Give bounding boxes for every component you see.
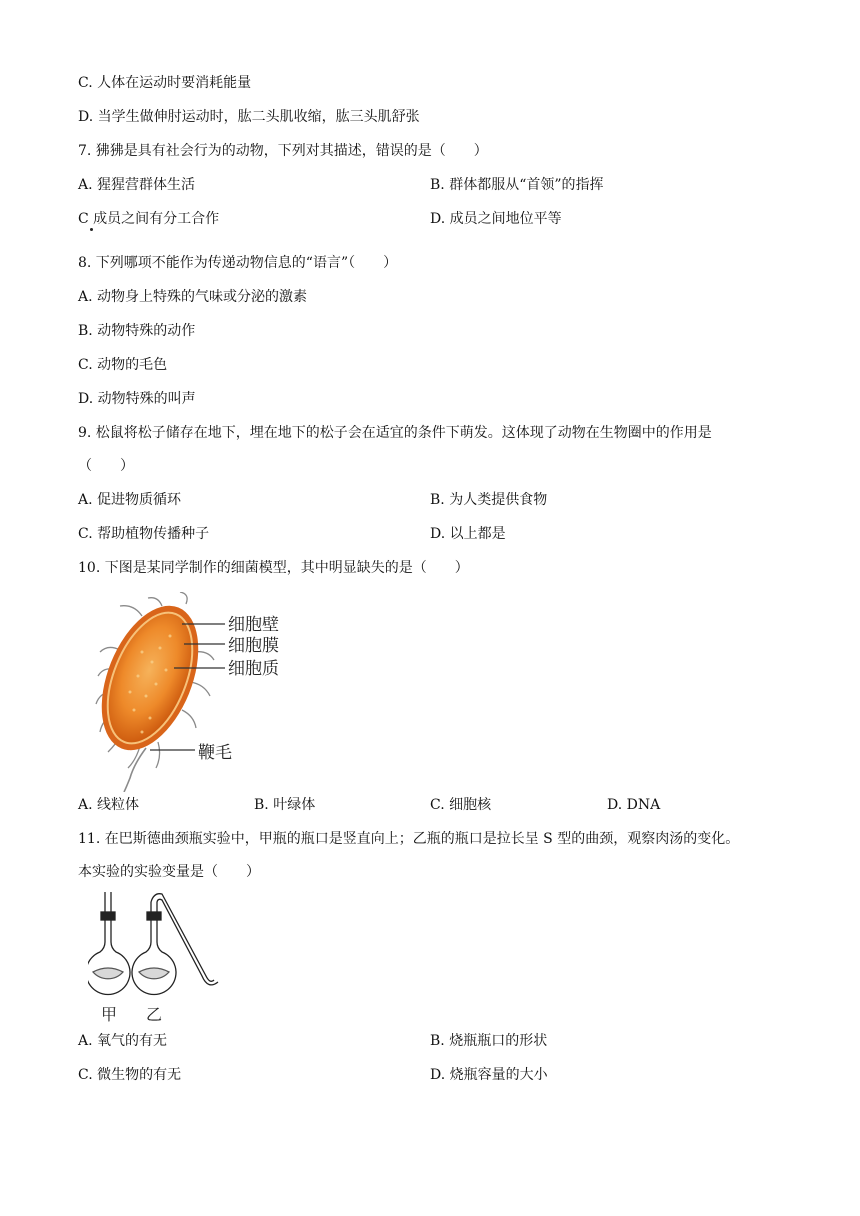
q11-option-b: B. 烧瓶瓶口的形状	[430, 1033, 548, 1049]
label-cytoplasm: 细胞质	[228, 659, 279, 679]
q11-stem: 11. 在巴斯德曲颈瓶实验中，甲瓶的瓶口是竖直向上；乙瓶的瓶口是拉长呈 S 型的曲颈，观察肉汤的变化。	[78, 831, 740, 847]
flagellum-strand	[124, 748, 146, 792]
label-cell-wall: 细胞壁	[228, 615, 279, 635]
q8-option-d: D. 动物特殊的叫声	[78, 391, 196, 407]
q9-stem: 9. 松鼠将松子储存在地下，埋在地下的松子会在适宜的条件下萌发。这体现了动物在生物圈中的作用是	[78, 425, 712, 441]
q10-option-a: A. 线粒体	[78, 797, 140, 813]
flask-experiment-figure	[88, 890, 228, 1025]
q7-option-a: A. 猩猩营群体生活	[78, 177, 196, 193]
q11-option-d: D. 烧瓶容量的大小	[430, 1067, 548, 1083]
q8-stem: 8. 下列哪项不能作为传递动物信息的“语言”（ ）	[78, 255, 398, 271]
q10-stem: 10. 下图是某同学制作的细菌模型，其中明显缺失的是（ ）	[78, 560, 469, 576]
label-cell-membrane: 细胞膜	[228, 636, 279, 656]
q8-option-b: B. 动物特殊的动作	[78, 323, 196, 339]
q7-option-d: D. 成员之间地位平等	[430, 211, 562, 227]
q9-option-a: A. 促进物质循环	[78, 492, 182, 508]
flask-yi	[132, 894, 218, 995]
q6-option-c: C. 人体在运动时要消耗能量	[78, 75, 252, 91]
q10-option-b: B. 叶绿体	[254, 797, 316, 813]
q7-option-b: B. 群体都服从“首领”的指挥	[430, 177, 604, 193]
q7-option-c: C 成员之间有分工合作	[78, 211, 220, 227]
q11-stem-cont: 本实验的实验变量是（ ）	[78, 864, 260, 880]
q11-option-c: C. 微生物的有无	[78, 1067, 182, 1083]
label-flagellum: 鞭毛	[198, 743, 232, 763]
q9-option-b: B. 为人类提供食物	[430, 492, 548, 508]
q6-option-d: D. 当学生做伸肘运动时，肱二头肌收缩，肱三头肌舒张	[78, 109, 420, 125]
q9-option-d: D. 以上都是	[430, 526, 506, 542]
q8-option-a: A. 动物身上特殊的气味或分泌的激素	[78, 289, 308, 305]
q9-option-c: C. 帮助植物传播种子	[78, 526, 210, 542]
q9-stem-cont: （ ）	[78, 458, 134, 474]
stray-dot	[90, 228, 93, 231]
q8-option-c: C. 动物的毛色	[78, 357, 168, 373]
bacteria-model-svg	[90, 592, 300, 792]
flask-jia	[88, 892, 130, 994]
q10-option-d: D. DNA	[607, 797, 661, 813]
flask-experiment-svg	[88, 890, 228, 1025]
label-jia: 甲	[101, 1005, 118, 1024]
q10-option-c: C. 细胞核	[430, 797, 492, 813]
bacteria-model-figure	[90, 592, 300, 792]
q11-option-a: A. 氧气的有无	[78, 1033, 168, 1049]
label-yi: 乙	[146, 1005, 163, 1024]
q7-stem: 7. 狒狒是具有社会行为的动物，下列对其描述，错误的是（ ）	[78, 143, 488, 159]
